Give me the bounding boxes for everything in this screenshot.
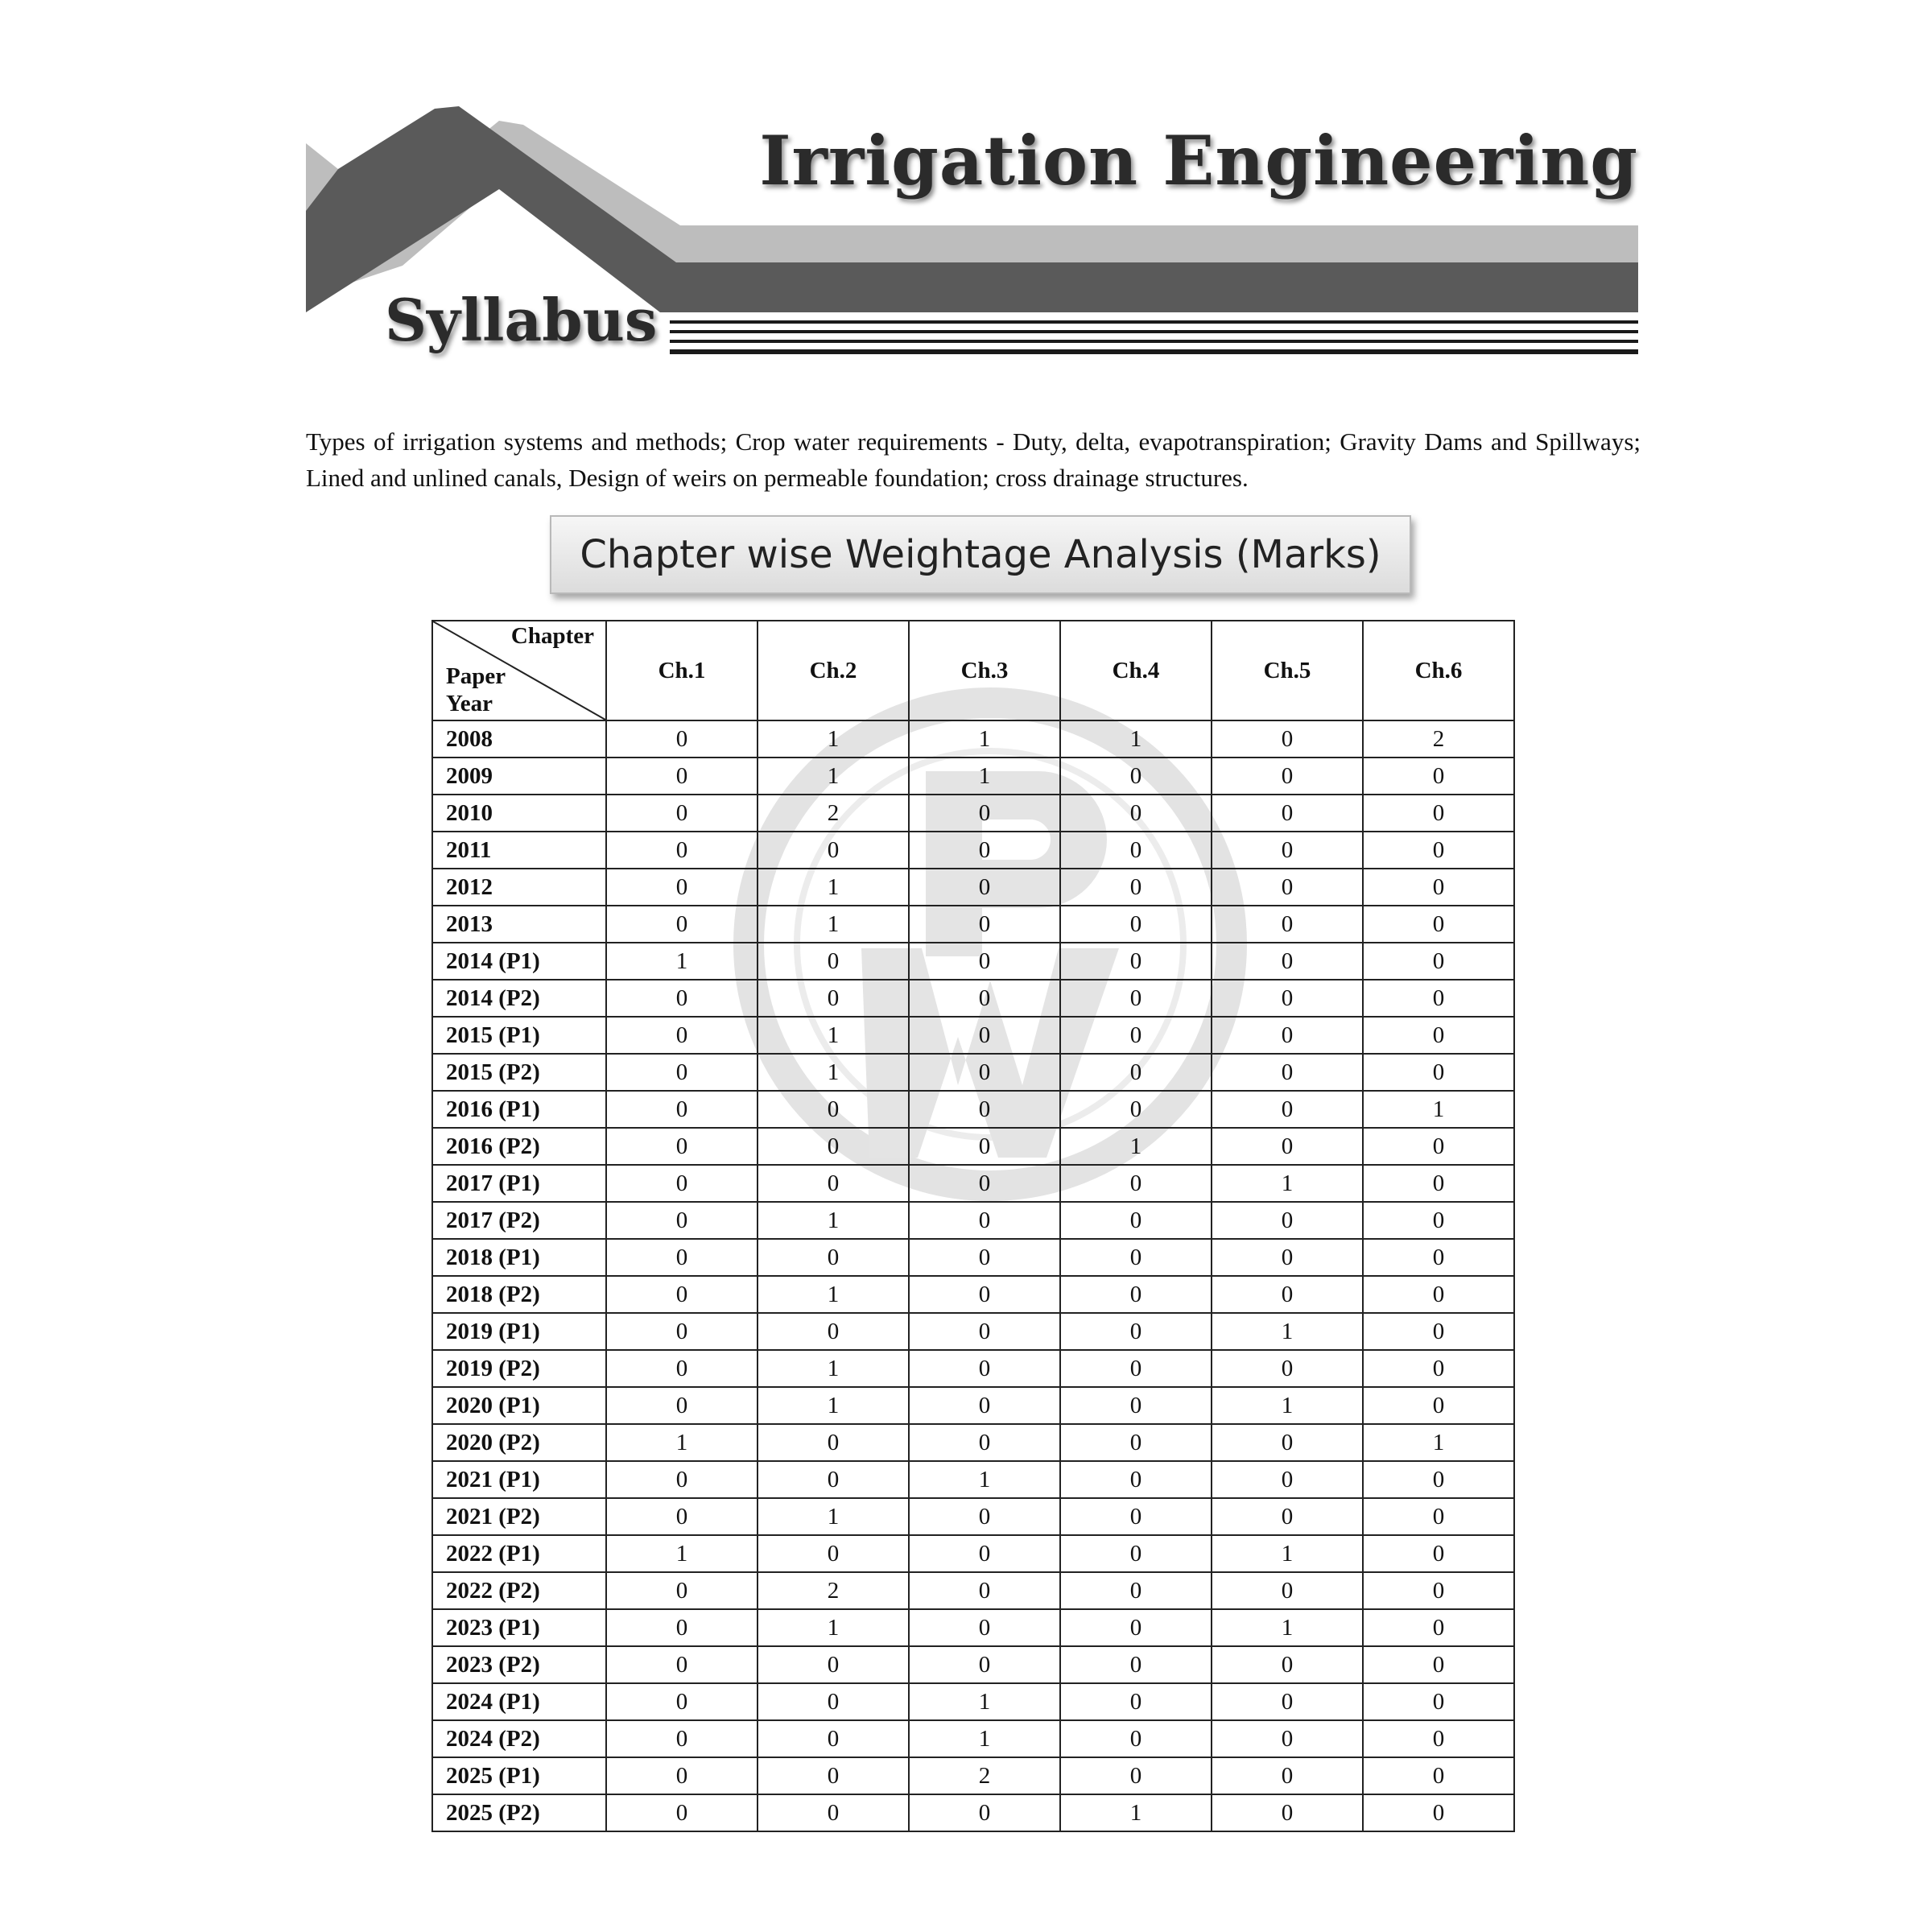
table-row	[432, 1165, 1514, 1202]
row-year-cell: 2010	[432, 795, 606, 832]
value-cell: 0	[1363, 980, 1514, 1017]
value-cell: 0	[1363, 1461, 1514, 1498]
value-cell: 0	[606, 832, 758, 869]
value-cell: 0	[758, 1683, 909, 1720]
value-cell: 0	[1363, 1572, 1514, 1609]
value-cell: 0	[1212, 720, 1363, 758]
column-header: Ch.2	[758, 621, 909, 720]
section-title-box	[550, 515, 1411, 594]
value-cell: 1	[758, 1609, 909, 1646]
value-cell: 0	[606, 906, 758, 943]
value-cell: 0	[1363, 869, 1514, 906]
value-cell: 0	[758, 1461, 909, 1498]
table-row	[432, 1646, 1514, 1683]
value-cell: 0	[758, 1313, 909, 1350]
value-cell: 1	[1363, 1091, 1514, 1128]
value-cell: 0	[606, 795, 758, 832]
table-row	[432, 1128, 1514, 1165]
row-year-cell: 2020 (P2)	[432, 1424, 606, 1461]
value-cell: 1	[909, 758, 1060, 795]
value-cell: 1	[1212, 1387, 1363, 1424]
value-cell: 0	[1212, 1128, 1363, 1165]
value-cell: 0	[1060, 1572, 1212, 1609]
value-cell: 0	[606, 1646, 758, 1683]
value-cell: 0	[606, 1572, 758, 1609]
value-cell: 0	[606, 869, 758, 906]
value-cell: 0	[909, 906, 1060, 943]
table-row	[432, 1535, 1514, 1572]
column-header: Ch.3	[909, 621, 1060, 720]
value-cell: 0	[1060, 1202, 1212, 1239]
value-cell: 0	[1060, 1424, 1212, 1461]
value-cell: 0	[909, 1794, 1060, 1831]
section-title: Chapter wise Weightage Analysis (Marks)	[580, 532, 1381, 577]
value-cell: 0	[909, 1313, 1060, 1350]
value-cell: 0	[909, 869, 1060, 906]
value-cell: 0	[1060, 906, 1212, 943]
value-cell: 0	[758, 1794, 909, 1831]
table-row	[432, 1572, 1514, 1609]
table-row	[432, 1794, 1514, 1831]
row-year-cell: 2021 (P1)	[432, 1461, 606, 1498]
value-cell: 0	[1060, 758, 1212, 795]
row-year-cell: 2013	[432, 906, 606, 943]
value-cell: 1	[758, 906, 909, 943]
value-cell: 0	[1060, 1535, 1212, 1572]
value-cell: 0	[1363, 1720, 1514, 1757]
value-cell: 0	[1212, 1017, 1363, 1054]
value-cell: 2	[758, 1572, 909, 1609]
row-year-cell: 2019 (P2)	[432, 1350, 606, 1387]
table-row	[432, 1350, 1514, 1387]
value-cell: 2	[909, 1757, 1060, 1794]
value-cell: 0	[758, 1646, 909, 1683]
value-cell: 0	[909, 1239, 1060, 1276]
value-cell: 0	[909, 1128, 1060, 1165]
value-cell: 0	[606, 1794, 758, 1831]
value-cell: 1	[606, 943, 758, 980]
value-cell: 0	[1363, 1794, 1514, 1831]
page-title: Irrigation Engineering	[759, 121, 1638, 200]
value-cell: 0	[1212, 943, 1363, 980]
value-cell: 1	[758, 1054, 909, 1091]
value-cell: 0	[1212, 1239, 1363, 1276]
table-row	[432, 1757, 1514, 1794]
value-cell: 0	[758, 832, 909, 869]
value-cell: 0	[1363, 1609, 1514, 1646]
row-year-cell: 2015 (P1)	[432, 1017, 606, 1054]
value-cell: 0	[1060, 1387, 1212, 1424]
value-cell: 0	[1060, 1313, 1212, 1350]
table-row	[432, 1683, 1514, 1720]
value-cell: 0	[1212, 1683, 1363, 1720]
value-cell: 0	[1212, 1461, 1363, 1498]
table-row	[432, 1720, 1514, 1757]
table-row	[432, 1091, 1514, 1128]
table-row	[432, 795, 1514, 832]
value-cell: 0	[1363, 1387, 1514, 1424]
value-cell: 0	[1363, 943, 1514, 980]
value-cell: 0	[606, 980, 758, 1017]
value-cell: 0	[1060, 1757, 1212, 1794]
value-cell: 0	[1212, 869, 1363, 906]
value-cell: 0	[758, 1720, 909, 1757]
value-cell: 0	[909, 1424, 1060, 1461]
table-row	[432, 1202, 1514, 1239]
table-row	[432, 1387, 1514, 1424]
value-cell: 1	[606, 1424, 758, 1461]
row-year-cell: 2018 (P2)	[432, 1276, 606, 1313]
value-cell: 0	[1212, 795, 1363, 832]
row-year-cell: 2014 (P2)	[432, 980, 606, 1017]
syllabus-text: Types of irrigation systems and methods; Crop water requirements - Duty, delta, evapotranspiration; Gravity Dams and Spillways; Lined and unlined canals, Design of weirs on permeable foundation; cross drainage structures.	[306, 427, 1641, 492]
value-cell: 0	[1363, 832, 1514, 869]
table-row	[432, 1424, 1514, 1461]
value-cell: 1	[909, 720, 1060, 758]
value-cell: 0	[1060, 1276, 1212, 1313]
value-cell: 0	[1363, 1165, 1514, 1202]
value-cell: 0	[606, 1683, 758, 1720]
value-cell: 0	[1363, 1350, 1514, 1387]
value-cell: 0	[758, 943, 909, 980]
value-cell: 1	[1212, 1313, 1363, 1350]
value-cell: 0	[909, 1165, 1060, 1202]
value-cell: 0	[909, 1091, 1060, 1128]
table-row	[432, 758, 1514, 795]
value-cell: 0	[1212, 1720, 1363, 1757]
value-cell: 0	[1363, 1054, 1514, 1091]
banner-stripes	[670, 320, 1638, 354]
row-year-cell: 2025 (P1)	[432, 1757, 606, 1794]
value-cell: 1	[758, 758, 909, 795]
value-cell: 0	[1060, 1498, 1212, 1535]
value-cell: 0	[606, 1461, 758, 1498]
table-row	[432, 1498, 1514, 1535]
table-row	[432, 980, 1514, 1017]
value-cell: 0	[1212, 1091, 1363, 1128]
row-year-cell: 2018 (P1)	[432, 1239, 606, 1276]
table-row	[432, 1461, 1514, 1498]
value-cell: 0	[606, 720, 758, 758]
value-cell: 0	[1212, 1572, 1363, 1609]
value-cell: 1	[1212, 1165, 1363, 1202]
value-cell: 0	[1060, 943, 1212, 980]
value-cell: 0	[1363, 1017, 1514, 1054]
row-year-cell: 2014 (P1)	[432, 943, 606, 980]
table-row	[432, 943, 1514, 980]
column-header: Ch.6	[1363, 621, 1514, 720]
row-year-cell: 2024 (P1)	[432, 1683, 606, 1720]
value-cell: 0	[1060, 1646, 1212, 1683]
value-cell: 0	[909, 1276, 1060, 1313]
row-year-cell: 2021 (P2)	[432, 1498, 606, 1535]
table-row	[432, 720, 1514, 758]
value-cell: 0	[1212, 906, 1363, 943]
value-cell: 0	[1060, 1461, 1212, 1498]
value-cell: 0	[1060, 1683, 1212, 1720]
table-body	[432, 720, 1514, 1831]
row-year-cell: 2023 (P2)	[432, 1646, 606, 1683]
value-cell: 0	[1363, 906, 1514, 943]
value-cell: 0	[1060, 1091, 1212, 1128]
value-cell: 0	[909, 943, 1060, 980]
row-year-cell: 2015 (P2)	[432, 1054, 606, 1091]
row-year-cell: 2016 (P2)	[432, 1128, 606, 1165]
value-cell: 0	[1363, 1683, 1514, 1720]
value-cell: 0	[606, 1387, 758, 1424]
row-year-cell: 2008	[432, 720, 606, 758]
value-cell: 0	[909, 1350, 1060, 1387]
value-cell: 1	[1060, 720, 1212, 758]
value-cell: 0	[1060, 1350, 1212, 1387]
value-cell: 0	[909, 1387, 1060, 1424]
value-cell: 0	[909, 1646, 1060, 1683]
value-cell: 0	[606, 1091, 758, 1128]
value-cell: 0	[606, 1313, 758, 1350]
value-cell: 0	[606, 1276, 758, 1313]
value-cell: 0	[758, 1091, 909, 1128]
value-cell: 0	[1363, 1202, 1514, 1239]
table-header-row	[432, 621, 1514, 720]
value-cell: 1	[758, 1387, 909, 1424]
value-cell: 0	[1363, 758, 1514, 795]
table-row	[432, 832, 1514, 869]
column-header: Ch.1	[606, 621, 758, 720]
value-cell: 0	[1060, 1720, 1212, 1757]
value-cell: 0	[758, 1239, 909, 1276]
value-cell: 0	[606, 1017, 758, 1054]
value-cell: 0	[909, 832, 1060, 869]
value-cell: 2	[758, 795, 909, 832]
value-cell: 1	[758, 1017, 909, 1054]
value-cell: 0	[909, 1017, 1060, 1054]
table-row	[432, 1276, 1514, 1313]
value-cell: 1	[606, 1535, 758, 1572]
value-cell: 1	[909, 1720, 1060, 1757]
value-cell: 0	[1212, 1794, 1363, 1831]
table-row	[432, 906, 1514, 943]
value-cell: 0	[909, 1609, 1060, 1646]
row-year-cell: 2024 (P2)	[432, 1720, 606, 1757]
value-cell: 0	[1212, 1757, 1363, 1794]
value-cell: 0	[606, 1350, 758, 1387]
value-cell: 0	[909, 1535, 1060, 1572]
value-cell: 1	[1363, 1424, 1514, 1461]
value-cell: 1	[758, 869, 909, 906]
row-year-cell: 2017 (P1)	[432, 1165, 606, 1202]
value-cell: 1	[758, 1350, 909, 1387]
value-cell: 0	[909, 1202, 1060, 1239]
value-cell: 0	[606, 1239, 758, 1276]
table-row	[432, 1054, 1514, 1091]
value-cell: 0	[1212, 1054, 1363, 1091]
value-cell: 0	[1363, 1239, 1514, 1276]
value-cell: 0	[909, 795, 1060, 832]
value-cell: 0	[1363, 1646, 1514, 1683]
weightage-table	[431, 620, 1515, 1832]
table-row	[432, 1313, 1514, 1350]
value-cell: 0	[1060, 1017, 1212, 1054]
value-cell: 0	[909, 1572, 1060, 1609]
row-year-cell: 2009	[432, 758, 606, 795]
value-cell: 0	[606, 1054, 758, 1091]
value-cell: 1	[1060, 1128, 1212, 1165]
row-year-cell: 2023 (P1)	[432, 1609, 606, 1646]
value-cell: 0	[758, 1128, 909, 1165]
value-cell: 0	[1212, 1424, 1363, 1461]
value-cell: 2	[1363, 720, 1514, 758]
value-cell: 0	[909, 980, 1060, 1017]
value-cell: 1	[1212, 1609, 1363, 1646]
value-cell: 0	[1363, 1276, 1514, 1313]
value-cell: 0	[1363, 1498, 1514, 1535]
value-cell: 0	[1363, 1313, 1514, 1350]
value-cell: 0	[1363, 1757, 1514, 1794]
value-cell: 0	[758, 1535, 909, 1572]
value-cell: 0	[1212, 832, 1363, 869]
value-cell: 0	[1212, 1350, 1363, 1387]
value-cell: 0	[606, 1720, 758, 1757]
row-year-cell: 2020 (P1)	[432, 1387, 606, 1424]
value-cell: 0	[1363, 1128, 1514, 1165]
row-year-cell: 2025 (P2)	[432, 1794, 606, 1831]
value-cell: 0	[758, 1165, 909, 1202]
value-cell: 0	[606, 758, 758, 795]
value-cell: 0	[1212, 1202, 1363, 1239]
value-cell: 0	[1212, 758, 1363, 795]
value-cell: 0	[909, 1498, 1060, 1535]
value-cell: 0	[1060, 832, 1212, 869]
value-cell: 0	[1060, 980, 1212, 1017]
value-cell: 0	[1212, 980, 1363, 1017]
row-year-cell: 2012	[432, 869, 606, 906]
value-cell: 0	[606, 1202, 758, 1239]
table-row	[432, 1609, 1514, 1646]
table-corner-cell	[432, 621, 606, 720]
row-year-cell: 2011	[432, 832, 606, 869]
corner-label-year: Year	[446, 691, 493, 716]
value-cell: 1	[1060, 1794, 1212, 1831]
value-cell: 0	[606, 1609, 758, 1646]
row-year-cell: 2022 (P2)	[432, 1572, 606, 1609]
value-cell: 0	[1060, 1609, 1212, 1646]
value-cell: 0	[758, 980, 909, 1017]
table-row	[432, 1239, 1514, 1276]
value-cell: 0	[1060, 1165, 1212, 1202]
value-cell: 1	[909, 1683, 1060, 1720]
column-header: Ch.5	[1212, 621, 1363, 720]
syllabus-heading: Syllabus	[385, 286, 658, 354]
value-cell: 0	[758, 1757, 909, 1794]
value-cell: 0	[1060, 869, 1212, 906]
value-cell: 1	[909, 1461, 1060, 1498]
value-cell: 1	[1212, 1535, 1363, 1572]
value-cell: 0	[1060, 1054, 1212, 1091]
value-cell: 0	[1363, 1535, 1514, 1572]
value-cell: 0	[1060, 795, 1212, 832]
value-cell: 0	[606, 1498, 758, 1535]
value-cell: 0	[606, 1165, 758, 1202]
value-cell: 0	[1212, 1276, 1363, 1313]
row-year-cell: 2022 (P1)	[432, 1535, 606, 1572]
value-cell: 1	[758, 1202, 909, 1239]
table-row	[432, 869, 1514, 906]
row-year-cell: 2016 (P1)	[432, 1091, 606, 1128]
corner-label-chapter: Chapter	[510, 623, 594, 649]
value-cell: 1	[758, 1276, 909, 1313]
value-cell: 0	[909, 1054, 1060, 1091]
value-cell: 0	[1212, 1498, 1363, 1535]
value-cell: 0	[606, 1757, 758, 1794]
corner-label-paper: Paper	[446, 663, 506, 689]
row-year-cell: 2019 (P1)	[432, 1313, 606, 1350]
value-cell: 0	[1060, 1239, 1212, 1276]
value-cell: 1	[758, 1498, 909, 1535]
value-cell: 0	[606, 1128, 758, 1165]
value-cell: 0	[758, 1424, 909, 1461]
value-cell: 0	[1212, 1646, 1363, 1683]
table-row	[432, 1017, 1514, 1054]
value-cell: 1	[758, 720, 909, 758]
column-header: Ch.4	[1060, 621, 1212, 720]
value-cell: 0	[1363, 795, 1514, 832]
row-year-cell: 2017 (P2)	[432, 1202, 606, 1239]
